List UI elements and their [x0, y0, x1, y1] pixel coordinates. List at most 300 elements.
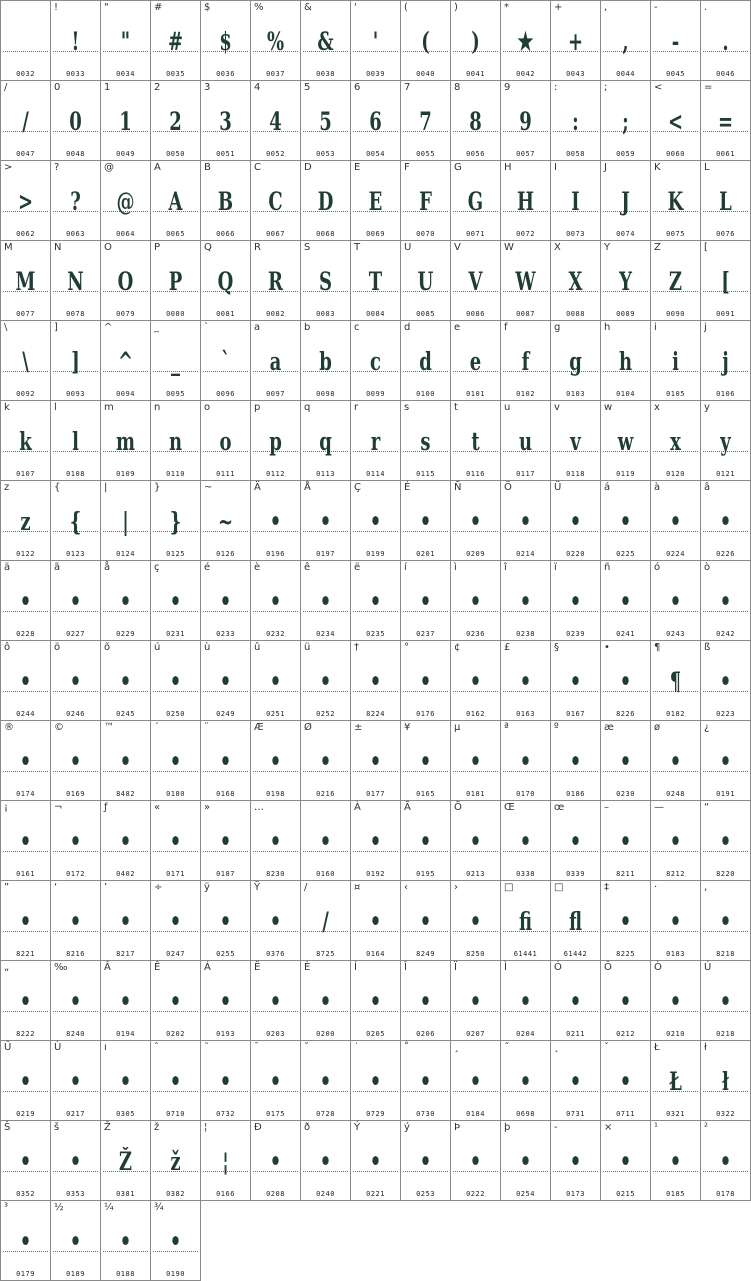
glyph-cell[interactable]	[101, 1121, 151, 1201]
glyph-sample: •	[269, 1067, 282, 1096]
glyph-cell[interactable]	[551, 721, 601, 801]
glyph-cell[interactable]	[451, 881, 501, 961]
glyph-cell[interactable]	[101, 881, 151, 961]
glyph-cell[interactable]	[101, 801, 151, 881]
glyph-cell[interactable]	[151, 161, 201, 241]
glyph-cell[interactable]	[51, 1121, 101, 1201]
glyph-cell-label: ~	[204, 482, 213, 493]
glyph-cell-label: ¼	[104, 1202, 114, 1213]
glyph-code: 0189	[66, 1270, 85, 1278]
glyph-cell[interactable]	[251, 321, 301, 401]
glyph-cell[interactable]	[351, 1041, 401, 1121]
glyph-cell[interactable]	[101, 321, 151, 401]
glyph-cell[interactable]	[151, 961, 201, 1041]
glyph-cell[interactable]	[351, 721, 401, 801]
glyph-cell-label: i	[654, 322, 657, 333]
glyph-cell[interactable]	[551, 641, 601, 721]
glyph-cell[interactable]	[651, 161, 701, 241]
glyph-cell[interactable]	[101, 401, 151, 481]
glyph-cell[interactable]	[0, 1201, 51, 1281]
glyph-sample: •	[519, 507, 532, 536]
glyph-cell[interactable]	[51, 161, 101, 241]
glyph-cell[interactable]	[701, 1121, 751, 1201]
glyph-cell[interactable]	[301, 241, 351, 321]
glyph-cell[interactable]	[301, 481, 351, 561]
glyph-cell[interactable]	[701, 321, 751, 401]
glyph-cell[interactable]	[301, 0, 351, 81]
glyph-cell[interactable]	[451, 81, 501, 161]
glyph-cell[interactable]	[0, 81, 51, 161]
glyph-cell[interactable]	[601, 561, 651, 641]
glyph-code: 0102	[516, 390, 535, 398]
glyph-sample: e	[469, 347, 482, 376]
glyph-cell[interactable]	[501, 1121, 551, 1201]
glyph-sample: •	[269, 1147, 282, 1176]
glyph-cell[interactable]	[501, 961, 551, 1041]
glyph-code: 0112	[266, 470, 285, 478]
glyph-code: 0126	[216, 550, 235, 558]
glyph-cell[interactable]	[51, 81, 101, 161]
glyph-cell[interactable]	[701, 1041, 751, 1121]
glyph-cell[interactable]	[351, 561, 401, 641]
glyph-cell[interactable]	[551, 801, 601, 881]
glyph-cell[interactable]	[301, 961, 351, 1041]
glyph-cell[interactable]	[0, 0, 51, 81]
glyph-cell[interactable]	[101, 161, 151, 241]
glyph-code: 0186	[566, 790, 585, 798]
glyph-cell[interactable]	[601, 641, 651, 721]
glyph-code: 8226	[616, 710, 635, 718]
glyph-cell[interactable]	[701, 241, 751, 321]
glyph-cell[interactable]	[0, 561, 51, 641]
glyph-code: 0104	[616, 390, 635, 398]
glyph-cell[interactable]	[101, 241, 151, 321]
glyph-cell[interactable]	[401, 161, 451, 241]
glyph-cell[interactable]	[451, 1121, 501, 1201]
glyph-cell[interactable]	[501, 721, 551, 801]
glyph-cell[interactable]	[501, 641, 551, 721]
glyph-code: 0091	[716, 310, 735, 318]
glyph-code: 0209	[466, 550, 485, 558]
glyph-cell[interactable]	[51, 1041, 101, 1121]
glyph-sample: >	[17, 187, 34, 216]
glyph-sample: D	[317, 187, 334, 216]
glyph-cell[interactable]	[551, 881, 601, 961]
glyph-cell[interactable]	[101, 1041, 151, 1121]
glyph-cell[interactable]	[251, 401, 301, 481]
glyph-sample: •	[19, 587, 32, 616]
glyph-cell[interactable]	[151, 1201, 201, 1281]
glyph-cell[interactable]	[501, 0, 551, 81]
glyph-cell-label: m	[104, 402, 114, 413]
glyph-cell[interactable]	[201, 241, 251, 321]
glyph-cell[interactable]	[601, 321, 651, 401]
glyph-cell[interactable]	[0, 801, 51, 881]
glyph-cell[interactable]	[551, 1121, 601, 1201]
glyph-cell[interactable]	[0, 401, 51, 481]
glyph-cell[interactable]	[0, 321, 51, 401]
glyph-cell[interactable]	[601, 801, 651, 881]
glyph-cell[interactable]	[501, 881, 551, 961]
glyph-cell[interactable]	[251, 961, 301, 1041]
glyph-cell[interactable]	[401, 641, 451, 721]
glyph-code: 0045	[666, 70, 685, 78]
glyph-cell[interactable]	[451, 721, 501, 801]
glyph-cell-label: □	[504, 882, 514, 893]
glyph-cell[interactable]	[501, 401, 551, 481]
glyph-sample: •	[619, 747, 632, 776]
glyph-sample: !	[71, 27, 80, 56]
glyph-cell[interactable]	[601, 1041, 651, 1121]
glyph-cell[interactable]	[351, 161, 401, 241]
glyph-code: 0229	[116, 630, 135, 638]
glyph-cell[interactable]	[301, 401, 351, 481]
glyph-cell-label: Ù	[54, 1042, 62, 1053]
glyph-cell[interactable]	[101, 481, 151, 561]
glyph-cell[interactable]	[701, 881, 751, 961]
glyph-cell[interactable]	[501, 1041, 551, 1121]
glyph-cell[interactable]	[251, 0, 301, 81]
glyph-cell[interactable]	[151, 401, 201, 481]
glyph-sample: •	[369, 987, 382, 1016]
glyph-cell[interactable]	[201, 81, 251, 161]
glyph-code: 0322	[716, 1110, 735, 1118]
glyph-cell[interactable]	[701, 561, 751, 641]
glyph-code: 0081	[216, 310, 235, 318]
glyph-cell[interactable]	[0, 1041, 51, 1121]
glyph-cell[interactable]	[151, 481, 201, 561]
glyph-cell[interactable]	[601, 881, 651, 961]
glyph-cell[interactable]	[301, 881, 351, 961]
glyph-cell[interactable]	[151, 1041, 201, 1121]
glyph-cell[interactable]	[251, 881, 301, 961]
glyph-cell[interactable]	[51, 881, 101, 961]
glyph-cell[interactable]	[251, 721, 301, 801]
glyph-cell[interactable]	[401, 961, 451, 1041]
glyph-cell[interactable]	[301, 1041, 351, 1121]
glyph-cell[interactable]	[101, 641, 151, 721]
glyph-cell[interactable]	[401, 401, 451, 481]
glyph-cell[interactable]	[451, 321, 501, 401]
glyph-cell[interactable]	[251, 801, 301, 881]
glyph-cell[interactable]	[101, 0, 151, 81]
glyph-cell[interactable]	[701, 481, 751, 561]
glyph-cell[interactable]	[551, 401, 601, 481]
glyph-sample: h	[618, 347, 633, 376]
glyph-cell[interactable]	[701, 81, 751, 161]
glyph-cell[interactable]	[651, 481, 701, 561]
glyph-sample: -	[671, 27, 680, 56]
glyph-cell[interactable]	[701, 641, 751, 721]
glyph-cell[interactable]	[601, 481, 651, 561]
glyph-cell[interactable]	[651, 961, 701, 1041]
glyph-cell[interactable]	[151, 801, 201, 881]
glyph-cell[interactable]	[451, 161, 501, 241]
glyph-cell[interactable]	[0, 961, 51, 1041]
glyph-cell[interactable]	[451, 801, 501, 881]
glyph-cell[interactable]	[51, 0, 101, 81]
glyph-cell[interactable]	[401, 1041, 451, 1121]
glyph-cell[interactable]	[651, 401, 701, 481]
glyph-cell[interactable]	[0, 161, 51, 241]
glyph-cell[interactable]	[701, 721, 751, 801]
glyph-cell[interactable]	[351, 481, 401, 561]
glyph-cell[interactable]	[551, 1041, 601, 1121]
glyph-cell[interactable]	[401, 801, 451, 881]
glyph-cell[interactable]	[351, 801, 401, 881]
glyph-cell[interactable]	[201, 721, 251, 801]
glyph-cell[interactable]	[651, 561, 701, 641]
glyph-cell[interactable]	[401, 881, 451, 961]
glyph-code: 0050	[166, 150, 185, 158]
glyph-cell[interactable]	[351, 401, 401, 481]
glyph-sample: _	[171, 347, 180, 376]
glyph-cell-label: ˝	[504, 1042, 509, 1053]
glyph-cell[interactable]	[701, 961, 751, 1041]
glyph-cell[interactable]	[401, 1121, 451, 1201]
glyph-cell[interactable]	[601, 1121, 651, 1201]
glyph-cell[interactable]	[451, 481, 501, 561]
glyph-cell[interactable]	[351, 881, 401, 961]
glyph-cell-label: +	[554, 2, 563, 13]
glyph-cell[interactable]	[451, 0, 501, 81]
glyph-cell[interactable]	[451, 401, 501, 481]
glyph-cell[interactable]	[151, 561, 201, 641]
glyph-cell[interactable]	[701, 401, 751, 481]
glyph-code: 0106	[716, 390, 735, 398]
glyph-code: 0353	[66, 1190, 85, 1198]
glyph-cell[interactable]	[401, 81, 451, 161]
glyph-cell[interactable]	[601, 401, 651, 481]
glyph-cell[interactable]	[151, 81, 201, 161]
glyph-cell[interactable]	[101, 961, 151, 1041]
glyph-code: 0093	[66, 390, 85, 398]
glyph-cell[interactable]	[151, 1121, 201, 1201]
glyph-code: 0196	[266, 550, 285, 558]
glyph-cell[interactable]	[501, 321, 551, 401]
glyph-code: 0248	[666, 790, 685, 798]
glyph-cell[interactable]	[651, 81, 701, 161]
glyph-code: 0214	[516, 550, 535, 558]
glyph-sample: b	[319, 347, 332, 376]
glyph-cell-label: D	[304, 162, 312, 173]
glyph-cell[interactable]	[351, 241, 401, 321]
glyph-cell[interactable]	[151, 881, 201, 961]
glyph-code: 0032	[16, 70, 35, 78]
glyph-cell[interactable]	[201, 1121, 251, 1201]
glyph-code: 0179	[16, 1270, 35, 1278]
glyph-cell[interactable]	[201, 961, 251, 1041]
glyph-cell[interactable]	[51, 481, 101, 561]
glyph-cell-label: ²	[704, 1122, 709, 1133]
glyph-cell[interactable]	[0, 641, 51, 721]
glyph-cell[interactable]	[401, 0, 451, 81]
glyph-cell[interactable]	[251, 161, 301, 241]
glyph-sample: R	[268, 267, 283, 296]
glyph-code: 0381	[116, 1190, 135, 1198]
glyph-cell[interactable]	[51, 641, 101, 721]
glyph-cell[interactable]	[201, 161, 251, 241]
glyph-cell[interactable]	[151, 721, 201, 801]
glyph-code: 0113	[316, 470, 335, 478]
glyph-cell[interactable]	[201, 401, 251, 481]
glyph-code: 0088	[566, 310, 585, 318]
glyph-cell[interactable]	[651, 321, 701, 401]
glyph-cell[interactable]	[551, 961, 601, 1041]
glyph-cell[interactable]	[151, 321, 201, 401]
glyph-sample: =	[717, 107, 734, 136]
glyph-cell[interactable]	[601, 0, 651, 81]
glyph-cell[interactable]	[301, 321, 351, 401]
glyph-cell[interactable]	[351, 641, 401, 721]
glyph-cell[interactable]	[551, 321, 601, 401]
glyph-cell[interactable]	[301, 81, 351, 161]
glyph-cell[interactable]	[551, 241, 601, 321]
glyph-cell-label: œ	[554, 802, 565, 813]
glyph-cell[interactable]	[601, 81, 651, 161]
glyph-sample: •	[519, 667, 532, 696]
glyph-code: 0177	[366, 790, 385, 798]
glyph-cell[interactable]	[601, 961, 651, 1041]
glyph-cell[interactable]	[501, 801, 551, 881]
glyph-cell[interactable]	[151, 241, 201, 321]
glyph-cell[interactable]	[351, 81, 401, 161]
glyph-cell[interactable]	[651, 1041, 701, 1121]
glyph-cell[interactable]	[101, 1201, 151, 1281]
glyph-cell[interactable]	[351, 961, 401, 1041]
glyph-cell[interactable]	[301, 161, 351, 241]
glyph-cell[interactable]	[301, 1121, 351, 1201]
glyph-sample: fl	[568, 907, 583, 936]
glyph-cell[interactable]	[151, 0, 201, 81]
glyph-cell[interactable]	[51, 401, 101, 481]
glyph-sample: 1	[119, 107, 132, 136]
glyph-cell[interactable]	[51, 801, 101, 881]
glyph-cell[interactable]	[651, 241, 701, 321]
glyph-cell[interactable]	[351, 1121, 401, 1201]
glyph-cell[interactable]	[501, 81, 551, 161]
glyph-cell[interactable]	[501, 561, 551, 641]
glyph-cell[interactable]	[251, 641, 301, 721]
glyph-cell[interactable]	[201, 641, 251, 721]
glyph-cell[interactable]	[0, 881, 51, 961]
glyph-cell[interactable]	[401, 721, 451, 801]
glyph-cell-label: †	[354, 642, 359, 653]
glyph-cell[interactable]	[451, 961, 501, 1041]
glyph-sample: G	[467, 187, 484, 216]
glyph-cell[interactable]	[651, 0, 701, 81]
glyph-cell[interactable]	[201, 801, 251, 881]
glyph-cell[interactable]	[701, 0, 751, 81]
glyph-cell-label: l	[54, 402, 57, 413]
glyph-cell[interactable]	[651, 721, 701, 801]
glyph-cell[interactable]	[351, 0, 401, 81]
glyph-cell[interactable]	[401, 561, 451, 641]
glyph-cell-label: Ü	[554, 482, 562, 493]
glyph-cell[interactable]	[601, 241, 651, 321]
glyph-cell[interactable]	[151, 641, 201, 721]
glyph-cell[interactable]	[551, 81, 601, 161]
glyph-cell[interactable]	[101, 561, 151, 641]
glyph-cell[interactable]	[601, 161, 651, 241]
glyph-cell[interactable]	[701, 801, 751, 881]
glyph-cell[interactable]	[0, 481, 51, 561]
glyph-cell[interactable]	[401, 241, 451, 321]
glyph-cell[interactable]	[201, 481, 251, 561]
glyph-cell[interactable]	[651, 1121, 701, 1201]
glyph-cell[interactable]	[351, 321, 401, 401]
glyph-code: 0047	[16, 150, 35, 158]
glyph-cell[interactable]	[551, 161, 601, 241]
glyph-code: 0339	[566, 870, 585, 878]
glyph-cell[interactable]	[501, 241, 551, 321]
glyph-sample: \	[22, 347, 29, 376]
glyph-cell[interactable]	[251, 561, 301, 641]
glyph-cell[interactable]	[251, 81, 301, 161]
glyph-cell[interactable]	[51, 321, 101, 401]
glyph-code: 8225	[616, 950, 635, 958]
glyph-cell[interactable]	[301, 641, 351, 721]
glyph-cell[interactable]	[201, 881, 251, 961]
glyph-cell[interactable]	[601, 721, 651, 801]
glyph-cell[interactable]	[501, 161, 551, 241]
glyph-cell[interactable]	[451, 1041, 501, 1121]
glyph-cell[interactable]	[51, 1201, 101, 1281]
glyph-cell[interactable]	[0, 721, 51, 801]
glyph-cell[interactable]	[401, 321, 451, 401]
glyph-cell[interactable]	[251, 1121, 301, 1201]
glyph-cell[interactable]	[451, 561, 501, 641]
glyph-cell[interactable]	[551, 561, 601, 641]
glyph-cell[interactable]	[251, 481, 301, 561]
glyph-cell[interactable]	[251, 1041, 301, 1121]
glyph-cell[interactable]	[651, 801, 701, 881]
glyph-cell[interactable]	[451, 641, 501, 721]
glyph-cell[interactable]	[551, 0, 601, 81]
glyph-cell[interactable]	[651, 641, 701, 721]
glyph-cell[interactable]	[201, 321, 251, 401]
glyph-cell[interactable]	[0, 1121, 51, 1201]
glyph-cell[interactable]	[301, 721, 351, 801]
glyph-cell[interactable]	[201, 0, 251, 81]
glyph-cell[interactable]	[451, 241, 501, 321]
glyph-sample: •	[69, 827, 82, 856]
glyph-code: 0222	[466, 1190, 485, 1198]
glyph-cell[interactable]	[651, 881, 701, 961]
glyph-cell[interactable]	[251, 241, 301, 321]
glyph-cell[interactable]	[51, 561, 101, 641]
glyph-cell[interactable]	[201, 561, 251, 641]
glyph-sample: F	[419, 187, 432, 216]
glyph-cell[interactable]	[701, 161, 751, 241]
glyph-cell[interactable]	[101, 81, 151, 161]
glyph-cell[interactable]	[51, 721, 101, 801]
glyph-cell[interactable]	[0, 241, 51, 321]
glyph-cell[interactable]	[301, 801, 351, 881]
glyph-cell[interactable]	[501, 481, 551, 561]
glyph-cell[interactable]	[401, 481, 451, 561]
glyph-code: 0216	[316, 790, 335, 798]
glyph-cell[interactable]	[51, 241, 101, 321]
glyph-cell[interactable]	[101, 721, 151, 801]
glyph-cell-label: u	[504, 402, 511, 413]
glyph-cell[interactable]	[301, 561, 351, 641]
glyph-cell[interactable]	[551, 481, 601, 561]
glyph-cell[interactable]	[201, 1041, 251, 1121]
glyph-cell[interactable]	[51, 961, 101, 1041]
glyph-code: 0072	[516, 230, 535, 238]
glyph-code: 0162	[466, 710, 485, 718]
